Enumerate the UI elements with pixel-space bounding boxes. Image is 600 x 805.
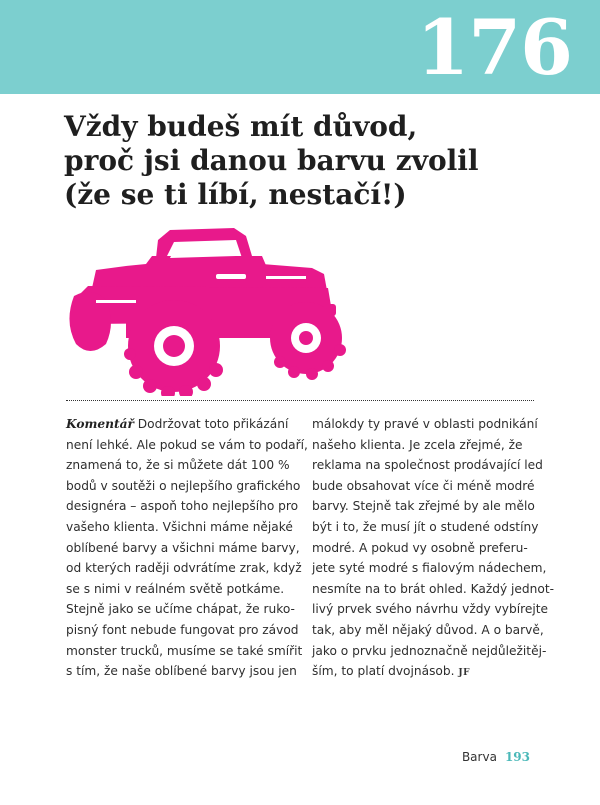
text-line: pisný font nebude fungovat pro závod [66, 622, 299, 637]
text-line [66, 414, 288, 435]
divider [66, 400, 534, 401]
headline-line: proč jsi danou barvu zvolil [64, 144, 479, 177]
text-line [312, 661, 534, 684]
text-line: bude obsahovat více či méně modré [312, 478, 535, 493]
page-number: 193 [504, 750, 530, 764]
headline-line: Vždy budeš mít důvod, [64, 110, 418, 143]
text-line: reklama na společnost prodávající led [312, 458, 543, 473]
text-line: není lehké. Ale pokud se vám to podaří, [66, 437, 308, 452]
text-line: málokdy ty pravé v oblasti podnikání [312, 417, 538, 431]
text-line: designéra – aspoň toho nejlepšího pro [66, 499, 299, 514]
text-line: bodů v soutěži o nejlepšího grafického [66, 478, 301, 493]
body-column-right [312, 414, 555, 684]
text-line: vašeho klienta. Všichni máme nějaké [66, 519, 293, 534]
page-title [64, 110, 504, 212]
text-line: barvy. Stejně tak zřejmé by ale mělo [312, 499, 535, 514]
text-line: být i to, že musí jít o studené odstíny [312, 519, 539, 534]
text-line: monster trucků, musíme se také smířit [66, 643, 303, 658]
author-initials: JF [458, 668, 471, 679]
page-footer [462, 750, 530, 764]
text-line: s tím, že naše oblíbené barvy jsou jen [66, 664, 297, 679]
text-line: od kterých raději odvrátíme zrak, když [66, 561, 302, 576]
text-line: nesmíte na to brát ohled. Každý jednot- [312, 581, 555, 596]
text-line: Stejně jako se učíme chápat, že ruko- [66, 602, 295, 617]
text-line: našeho klienta. Je zcela zřejmé, že [312, 437, 523, 452]
body-column-left [66, 414, 308, 682]
text-line: jako o prvku jednoznačně nejdůležitěj- [312, 643, 547, 658]
text-line: znamená to, že si můžete dát 100 % [66, 458, 290, 473]
section-name: Barva [461, 750, 497, 764]
text-line: oblíbené barvy a všichni máme barvy, [66, 540, 300, 555]
headline-line: (že se ti líbí, nestačí!) [64, 178, 407, 211]
text-line: tak, aby měl nějaký důvod. A o barvě, [312, 622, 544, 637]
text-line: se s nimi v reálném světě potkáme. [66, 581, 285, 596]
monster-truck-icon [66, 226, 346, 396]
rule-number: 176 [416, 3, 572, 92]
text-line: jete syté modré s fialovým nádechem, [312, 561, 547, 576]
text-line: livý prvek svého návrhu vždy vybírejte [312, 602, 548, 617]
header-band [0, 0, 600, 94]
text-fragment: Dodržovat toto přikázání [137, 417, 289, 431]
text-line: modré. A pokud vy osobně preferu- [312, 540, 528, 555]
text-fragment: ším, to platí dvojnásob. [312, 664, 455, 679]
lead-label: Komentář [66, 417, 134, 431]
